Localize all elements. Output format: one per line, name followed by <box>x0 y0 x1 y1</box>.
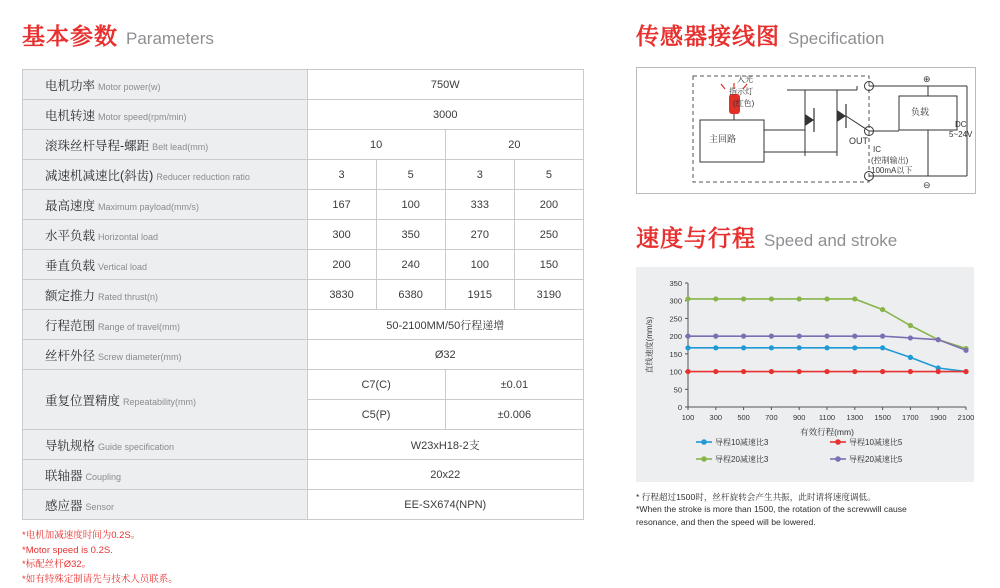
table-row <box>23 70 584 100</box>
chart-data-point <box>963 369 968 374</box>
note-line: *标配丝杆Ø32。 <box>22 559 92 571</box>
row-label <box>23 250 308 280</box>
chart-data-point <box>880 334 885 339</box>
row-value: 240 <box>376 250 445 280</box>
chart-data-point <box>824 334 829 339</box>
parameters-heading <box>22 18 587 51</box>
row-value: 100 <box>376 190 445 220</box>
row-label <box>23 160 308 190</box>
svg-text:⊖: ⊖ <box>923 180 931 190</box>
chart-data-point <box>852 369 857 374</box>
chart-data-point <box>824 296 829 301</box>
diagram-label-current-text: 100mA以下 <box>871 166 913 175</box>
speed-stroke-chart <box>636 267 974 482</box>
legend-label: 导程20减速比5 <box>849 455 903 464</box>
table-row <box>23 370 584 400</box>
row-label-cn: 额定推力 <box>45 288 96 303</box>
row-label-en: Motor speed(rpm/min) <box>98 111 187 122</box>
speed-stroke-heading-en: Speed and stroke <box>764 231 898 250</box>
chart-data-point <box>685 334 690 339</box>
y-tick-label: 0 <box>677 403 682 412</box>
chart-data-point <box>797 369 802 374</box>
chart-data-point <box>741 296 746 301</box>
row-label <box>23 190 308 220</box>
chart-data-point <box>713 296 718 301</box>
chart-data-point <box>713 369 718 374</box>
diagram-label-indicator <box>729 87 753 97</box>
x-tick-label: 1100 <box>818 413 836 422</box>
row-label-cn: 感应器 <box>45 498 83 513</box>
legend-marker <box>701 439 707 445</box>
chart-data-point <box>713 334 718 339</box>
row-value: 270 <box>445 220 514 250</box>
chart-data-point <box>769 296 774 301</box>
legend-label: 导程10减速比3 <box>715 438 769 447</box>
speed-stroke-chart-svg <box>636 267 974 482</box>
row-label-cn: 滚珠丝杆导程-螺距 <box>45 138 150 153</box>
chart-data-point <box>908 355 913 360</box>
chart-data-point <box>685 296 690 301</box>
diagram-label-control-output-text: (控制输出) <box>871 156 909 165</box>
note-line: *Motor speed is 0.2S. <box>22 544 113 556</box>
x-axis-title: 有效行程(mm) <box>800 427 854 437</box>
row-value: EE-SX674(NPN) <box>307 490 584 520</box>
row-value: 333 <box>445 190 514 220</box>
diagram-label-load <box>911 107 929 118</box>
row-value: 167 <box>307 190 376 220</box>
y-tick-label: 100 <box>669 367 682 377</box>
row-label-en: Reducer reduction ratio <box>156 171 250 182</box>
x-tick-label: 1700 <box>902 413 919 422</box>
row-label-en: Motor power(w) <box>98 81 161 92</box>
diagram-label-voltage-text: 5~24V <box>949 130 973 139</box>
x-tick-label: 500 <box>737 413 750 422</box>
diagram-label-in-light-text: 入光 <box>737 75 753 84</box>
row-label-cn: 联轴器 <box>45 468 83 483</box>
row-value: 3190 <box>514 280 583 310</box>
row-value: 3830 <box>307 280 376 310</box>
row-value: 200 <box>307 250 376 280</box>
row-value: 5 <box>376 160 445 190</box>
parameter-notes <box>22 529 587 588</box>
chart-data-point <box>936 369 941 374</box>
chart-data-point <box>908 323 913 328</box>
row-label <box>23 280 308 310</box>
x-tick-label: 1900 <box>929 413 947 422</box>
diagram-label-voltage <box>949 130 972 140</box>
specification-heading-cn: 传感器接线图 <box>636 23 780 49</box>
wiring-diagram-svg <box>637 68 975 193</box>
diagram-label-main-circuit-text: 主回路 <box>709 134 737 144</box>
specification-table <box>22 69 584 520</box>
diagram-label-main-circuit <box>709 134 736 145</box>
row-label-en: Rated thrust(n) <box>98 291 159 302</box>
chart-data-point <box>963 348 968 353</box>
diagram-label-indicator-text: 指示灯 <box>729 87 753 96</box>
x-tick-label: 300 <box>709 413 723 422</box>
row-label-en: Range of travel(mm) <box>98 321 181 332</box>
row-label-en: Belt lead(mm) <box>152 141 209 152</box>
row-value: 6380 <box>376 280 445 310</box>
parameters-heading-en: Parameters <box>126 29 214 48</box>
row-value: ±0.01 <box>445 370 583 400</box>
row-label-en: Sensor <box>85 501 115 512</box>
row-value: 20x22 <box>307 460 584 490</box>
table-row <box>23 430 584 460</box>
row-label <box>23 100 308 130</box>
table-row <box>23 490 584 520</box>
row-label <box>23 460 308 490</box>
diagram-label-ic <box>873 145 881 155</box>
parameters-section <box>22 18 587 588</box>
chart-data-point <box>741 369 746 374</box>
row-label <box>23 220 308 250</box>
row-value: 3000 <box>307 100 584 130</box>
row-value: 100 <box>445 250 514 280</box>
chart-data-point <box>769 345 774 350</box>
legend-label: 导程10减速比5 <box>849 438 903 447</box>
chart-data-point <box>769 334 774 339</box>
y-tick-label: 300 <box>669 296 682 306</box>
row-label <box>23 310 308 340</box>
diagram-label-ic-text: IC <box>873 145 881 154</box>
note-line: *电机加减速度时间为0.2S。 <box>22 530 141 541</box>
y-axis-title: 直线速度(mm/s) <box>645 316 654 374</box>
x-tick-label: 100 <box>681 413 695 422</box>
row-label-en: Vertical load <box>98 261 148 272</box>
row-value: 200 <box>514 190 583 220</box>
row-value: ±0.006 <box>445 400 583 430</box>
right-column <box>636 18 981 528</box>
chart-data-point <box>936 337 941 342</box>
chart-series-line <box>688 299 966 349</box>
x-tick-label: 2100 <box>957 413 974 422</box>
x-tick-label: 1500 <box>874 413 891 422</box>
y-tick-label: 250 <box>669 314 682 324</box>
diagram-label-load-text: 负载 <box>911 107 930 117</box>
row-label <box>23 70 308 100</box>
row-value: 1915 <box>445 280 514 310</box>
row-value: W23xH18-2支 <box>307 430 584 460</box>
table-row <box>23 190 584 220</box>
row-value: 150 <box>514 250 583 280</box>
speed-stroke-heading-cn: 速度与行程 <box>636 225 756 251</box>
table-row <box>23 130 584 160</box>
parameters-heading-cn: 基本参数 <box>22 23 118 49</box>
row-value: 10 <box>307 130 445 160</box>
row-label-en: Coupling <box>85 471 122 482</box>
table-row <box>23 220 584 250</box>
table-row <box>23 100 584 130</box>
chart-data-point <box>769 369 774 374</box>
row-label-cn: 丝杆外径 <box>45 348 96 363</box>
diagram-label-control-output <box>871 156 908 166</box>
y-tick-label: 50 <box>673 385 682 395</box>
chart-data-point <box>880 369 885 374</box>
row-label-cn: 导轨规格 <box>45 438 96 453</box>
chart-data-point <box>797 345 802 350</box>
specification-heading-en: Specification <box>788 29 885 48</box>
row-label-cn: 重复位置精度 <box>45 393 121 408</box>
x-tick-label: 700 <box>765 413 778 422</box>
legend-marker <box>701 456 707 462</box>
y-tick-label: 150 <box>669 349 682 359</box>
sensor-wiring-diagram <box>636 67 976 194</box>
specification-table-body <box>23 70 584 520</box>
row-label-cn: 水平负载 <box>45 228 96 243</box>
row-value: C7(C) <box>307 370 445 400</box>
x-tick-label: 900 <box>792 413 806 422</box>
diagram-label-out <box>849 136 868 147</box>
row-label-cn: 行程范围 <box>45 318 96 333</box>
chart-note-en-2: resonance, and then the speed will be lowered. <box>636 516 816 527</box>
chart-data-point <box>908 369 913 374</box>
row-label-en: Maximum payload(mm/s) <box>98 201 200 212</box>
row-value: 250 <box>514 220 583 250</box>
row-label-cn: 减速机减速比(斜齿) <box>45 168 154 183</box>
row-label-cn: 垂直负载 <box>45 258 96 273</box>
table-row <box>23 310 584 340</box>
row-label-cn: 电机转速 <box>45 108 96 123</box>
row-label-en: Screw diameter(mm) <box>98 351 182 362</box>
chart-data-point <box>713 345 718 350</box>
diagram-label-red <box>733 99 754 109</box>
chart-data-point <box>797 334 802 339</box>
chart-data-point <box>685 345 690 350</box>
diagram-label-red-text: (红色) <box>733 99 755 108</box>
row-value: 20 <box>445 130 583 160</box>
chart-data-point <box>741 345 746 350</box>
row-value: 3 <box>445 160 514 190</box>
row-label-cn: 最高速度 <box>45 198 96 213</box>
chart-data-point <box>880 345 885 350</box>
legend-label: 导程20减速比3 <box>715 455 769 464</box>
diagram-label-current <box>871 166 912 176</box>
table-row <box>23 160 584 190</box>
row-value: 750W <box>307 70 584 100</box>
row-value: C5(P) <box>307 400 445 430</box>
row-label <box>23 370 308 430</box>
row-label <box>23 340 308 370</box>
chart-data-point <box>852 334 857 339</box>
svg-text:⊕: ⊕ <box>923 74 931 84</box>
chart-data-point <box>824 345 829 350</box>
row-label-en: Repeatability(mm) <box>123 396 197 407</box>
chart-data-point <box>685 369 690 374</box>
chart-data-point <box>852 296 857 301</box>
row-value: Ø32 <box>307 340 584 370</box>
note-line: *如有特殊定制请先与技术人员联系。 <box>22 574 178 586</box>
table-row <box>23 460 584 490</box>
chart-note-en-1: *When the stroke is more than 1500, the rotation of the screwwill cause <box>636 504 907 515</box>
row-label <box>23 130 308 160</box>
chart-note-cn: * 行程超过1500时，丝杆旋转会产生共振，此时请将速度调低。 <box>636 492 876 502</box>
chart-series-line <box>688 348 966 372</box>
table-row <box>23 250 584 280</box>
legend-marker <box>835 456 841 462</box>
chart-data-point <box>852 345 857 350</box>
row-label-en: Horizontal load <box>98 231 159 242</box>
row-value: 350 <box>376 220 445 250</box>
x-tick-label: 1300 <box>846 413 864 422</box>
table-row <box>23 280 584 310</box>
diagram-label-dc-text: DC <box>955 120 967 129</box>
table-row <box>23 340 584 370</box>
chart-data-point <box>797 296 802 301</box>
chart-data-point <box>824 369 829 374</box>
chart-data-point <box>880 307 885 312</box>
row-value: 3 <box>307 160 376 190</box>
diagram-label-in-light <box>737 75 753 85</box>
row-label-en: Guide specification <box>98 441 175 452</box>
row-label-cn: 电机功率 <box>45 78 96 93</box>
y-tick-label: 200 <box>669 332 682 342</box>
row-label <box>23 490 308 520</box>
speed-stroke-heading <box>636 220 981 253</box>
diagram-label-dc <box>955 120 967 130</box>
row-value: 5 <box>514 160 583 190</box>
chart-data-point <box>908 335 913 340</box>
row-value: 300 <box>307 220 376 250</box>
diagram-label-out-text: OUT <box>849 136 868 146</box>
row-value: 50-2100MM/50行程递增 <box>307 310 584 340</box>
specification-heading <box>636 18 981 51</box>
chart-data-point <box>741 334 746 339</box>
y-tick-label: 350 <box>669 279 682 288</box>
chart-notes <box>636 491 981 528</box>
row-label <box>23 430 308 460</box>
legend-marker <box>835 439 841 445</box>
